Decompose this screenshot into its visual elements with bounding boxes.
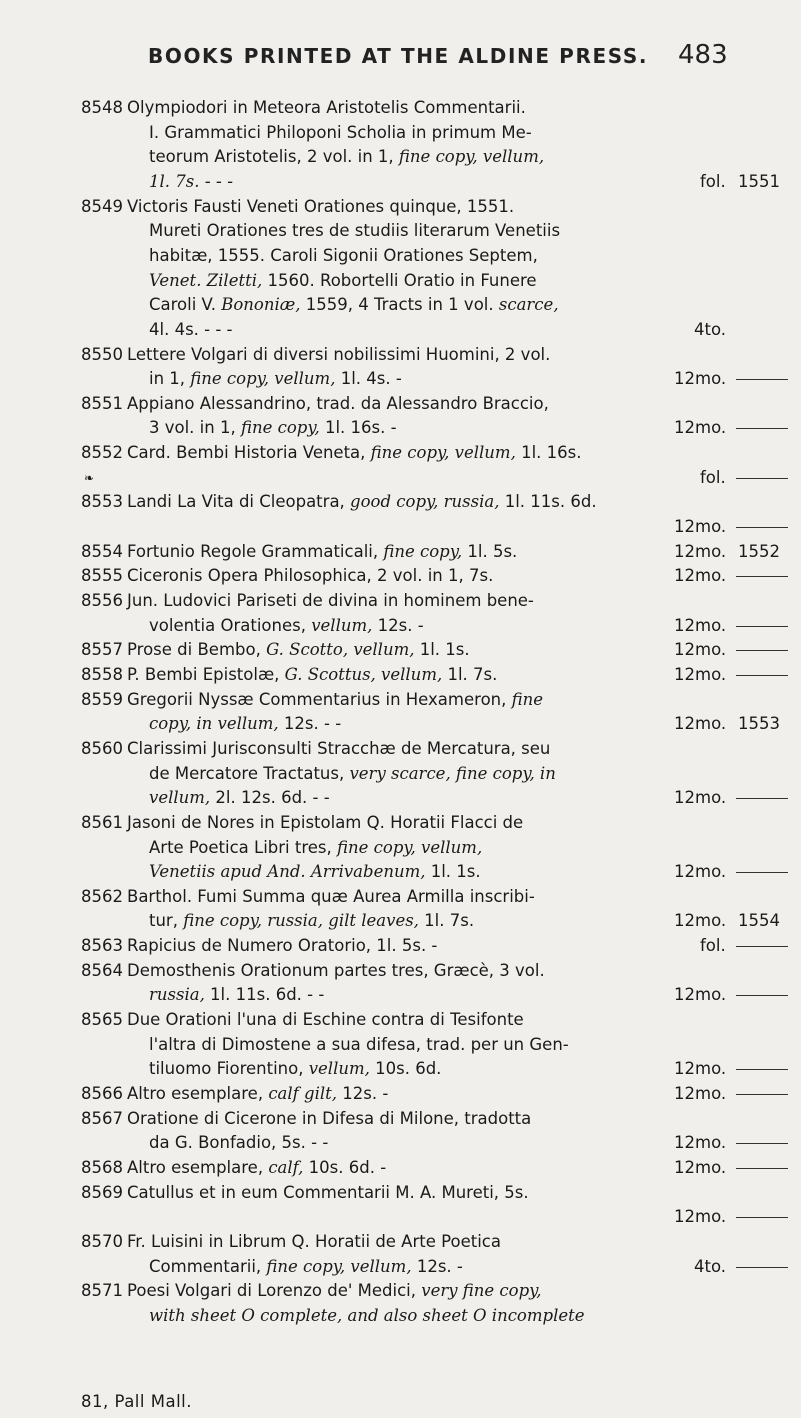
entry-italic: copy, in vellum,: [149, 714, 279, 734]
entry-plain: 12s. - -: [278, 714, 342, 734]
entry-italic: fine copy, vellum,: [337, 837, 483, 857]
entry-plain: Clarissimi Jurisconsulti Stracchæ de Mercatura, seu: [127, 738, 551, 758]
book-format: 12mo.: [674, 1059, 727, 1079]
entry-text: [127, 540, 517, 564]
entry-text: [127, 564, 493, 588]
entry-plain: Landi La Vita di Cleopatra,: [127, 492, 351, 512]
ditto-rule: [736, 650, 788, 651]
ditto-rule: [736, 1168, 788, 1169]
book-format: 12mo.: [674, 418, 727, 438]
entry-plain: 1l. 5s.: [462, 541, 518, 561]
entry-plain: 1l. 7s.: [442, 664, 498, 684]
ditto-rule: [736, 675, 788, 676]
entry-plain: 1l. 11s. 6d.: [499, 492, 597, 512]
entry-italic: fine copy, vellum,: [398, 147, 545, 167]
entry-italic: scarce,: [498, 295, 559, 315]
entry-plain: I. Grammatici Philoponi Scholia in primum Me-: [149, 122, 532, 142]
lot-number: 8566: [81, 1084, 123, 1103]
lot-number: 8552: [81, 443, 123, 463]
entry-plain: Prose di Bembo,: [127, 640, 267, 660]
lot-number: 8557: [81, 640, 123, 660]
entry-italic: very fine copy,: [421, 1281, 542, 1301]
lot-number: 8567: [81, 1108, 123, 1128]
entry-italic: G. Scottus, vellum,: [284, 664, 443, 684]
ditto-rule: [736, 626, 788, 627]
entry-text: [127, 1107, 531, 1131]
book-format: fol.: [700, 171, 726, 191]
entry-text: [127, 1230, 501, 1254]
entry-text: [127, 811, 523, 835]
entry-plain: 12s. -: [372, 615, 424, 635]
catalog-line: [0, 416, 801, 440]
entry-plain: 1l. 7s.: [418, 911, 475, 931]
entry-italic: very scarce, fine copy, in: [349, 763, 556, 783]
entry-plain: Ciceronis Opera Philosophica, 2 vol. in 1, 7s.: [127, 566, 494, 586]
catalog-line: [0, 269, 801, 293]
catalog-line: [0, 170, 801, 194]
book-format: 12mo.: [674, 788, 727, 808]
entry-plain: 2l. 12s. 6d. - -: [210, 788, 330, 808]
catalog-line: [0, 762, 801, 786]
ditto-rule: [736, 1267, 788, 1268]
ditto-rule: [736, 379, 788, 380]
entry-text: [149, 219, 560, 243]
catalog-line: [0, 786, 801, 810]
catalog-line: [0, 663, 801, 687]
entry-plain: P. Bembi Epistolæ,: [127, 664, 285, 684]
ditto-rule: [736, 798, 788, 799]
catalog-line: [0, 490, 801, 514]
entry-plain: tur,: [149, 911, 184, 931]
year-margin: 1551: [738, 171, 780, 191]
catalog-line: [0, 614, 801, 638]
lot-number: 8563: [81, 936, 123, 956]
lot-number: 8561: [81, 812, 123, 832]
ditto-rule: [736, 576, 788, 577]
entry-text: [127, 392, 549, 416]
entry-plain: Demosthenis Orationum partes tres, Græcè, 3 vol.: [127, 960, 545, 980]
entry-text: [127, 663, 497, 687]
catalog-line: [0, 1107, 801, 1131]
lot-number: 8562: [81, 886, 123, 906]
catalog-line: [0, 1131, 801, 1155]
entry-text: [149, 416, 397, 440]
entry-text: [149, 1057, 441, 1081]
catalog-line: [0, 934, 801, 958]
catalog-line: [0, 441, 801, 465]
entry-italic: G. Scotto, vellum,: [266, 640, 415, 660]
entry-plain: 1559, 4 Tracts in 1 vol.: [300, 295, 499, 315]
entry-plain: in 1,: [149, 369, 191, 389]
catalog-line: [0, 909, 801, 933]
catalog-line: [0, 688, 801, 712]
entry-plain: Victoris Fausti Veneti Orationes quinque, 1551.: [127, 196, 515, 216]
entry-text: [149, 712, 341, 736]
lot-number: 8560: [81, 738, 123, 758]
entry-italic: Bononiæ,: [221, 295, 301, 315]
book-format: 4to.: [694, 1256, 727, 1276]
book-format: 12mo.: [674, 517, 727, 537]
lot-number: 8571: [81, 1281, 123, 1301]
book-format: 12mo.: [674, 615, 727, 635]
ditto-rule: [736, 478, 788, 479]
catalog-line: [0, 564, 801, 588]
entry-plain: tiluomo Fiorentino,: [149, 1059, 309, 1079]
entry-text: [149, 244, 538, 268]
entry-italic: fine copy,: [240, 418, 320, 438]
catalog-line: [0, 638, 801, 662]
entry-text: [127, 1082, 388, 1106]
entry-italic: vellum,: [149, 788, 211, 808]
entry-text: [149, 860, 481, 884]
catalog-line: [0, 1230, 801, 1254]
entry-plain: l'altra di Dimostene a sua difesa, trad. per un Gen-: [149, 1034, 569, 1054]
catalog-line: [0, 1033, 801, 1057]
catalog-line: [0, 885, 801, 909]
entry-plain: - - -: [199, 171, 234, 191]
entry-text: [149, 367, 402, 391]
publisher-address: 81, Pall Mall.: [81, 1392, 192, 1411]
entry-text: [127, 885, 535, 909]
entry-plain: Arte Poetica Libri tres,: [149, 837, 338, 857]
ditto-rule: [736, 995, 788, 996]
ditto-rule: [736, 428, 788, 429]
entry-plain: de Mercatore Tractatus,: [149, 763, 350, 783]
lot-number: 8554: [81, 541, 123, 561]
page-number: 483: [678, 40, 728, 70]
entry-text: [149, 1304, 585, 1328]
entry-text: [149, 836, 482, 860]
catalog-line: [0, 589, 801, 613]
lot-number: 8549: [81, 196, 123, 216]
entry-text: [127, 1156, 386, 1180]
entry-plain: 1560. Robortelli Oratio in Funere: [262, 270, 537, 290]
entry-plain: Lettere Volgari di diversi nobilissimi Huomini, 2 vol.: [127, 344, 551, 364]
catalog-line: [0, 195, 801, 219]
book-format: 12mo.: [674, 985, 727, 1005]
entry-plain: Olympiodori in Meteora Aristotelis Commentarii.: [127, 98, 526, 117]
entry-plain: 1l. 11s. 6d. - -: [204, 985, 325, 1005]
book-format: 12mo.: [674, 640, 727, 660]
entry-plain: 1l. 16s.: [515, 443, 582, 463]
entry-plain: Altro esemplare,: [127, 1157, 269, 1177]
entry-plain: 3 vol. in 1,: [149, 418, 241, 438]
entry-italic: fine copy, russia, gilt leaves,: [183, 911, 419, 931]
entry-plain: Gregorii Nyssæ Commentarius in Hexameron,: [127, 689, 512, 709]
entry-plain: Fortunio Regole Grammaticali,: [127, 541, 384, 561]
lot-number: 8565: [81, 1010, 123, 1030]
entry-plain: Card. Bembi Historia Veneta,: [127, 443, 371, 463]
entry-italic: fine copy, vellum,: [370, 443, 516, 463]
catalog-line: [0, 1057, 801, 1081]
year-margin: 1552: [738, 541, 780, 561]
entry-italic: fine copy,: [383, 541, 463, 561]
entry-italic: fine copy, vellum,: [266, 1256, 412, 1276]
catalog-line: [0, 1255, 801, 1279]
entry-italic: calf gilt,: [268, 1084, 338, 1103]
entry-plain: da G. Bonfadio, 5s. - -: [149, 1133, 329, 1153]
book-format: 12mo.: [674, 1207, 727, 1227]
book-format: 12mo.: [674, 1157, 727, 1177]
entry-italic: russia,: [149, 985, 205, 1005]
entry-text: [149, 145, 544, 169]
entry-plain: Mureti Orationes tres de studiis literarum Venetiis: [149, 221, 561, 241]
entry-plain: 1l. 1s.: [425, 862, 481, 882]
entry-plain: habitæ, 1555. Caroli Sigonii Orationes Septem,: [149, 245, 538, 265]
ditto-rule: [736, 527, 788, 528]
book-format: 12mo.: [674, 1133, 727, 1153]
entry-italic: with sheet O complete, and also sheet O incomplete: [149, 1305, 585, 1325]
catalog-line: [0, 318, 801, 342]
entry-text: [127, 1279, 542, 1303]
entry-text: [127, 688, 543, 712]
entry-italic: vellum,: [311, 615, 373, 635]
year-margin: 1554: [738, 911, 780, 931]
running-title: BOOKS PRINTED AT THE ALDINE PRESS.: [148, 44, 649, 68]
lot-number: 8550: [81, 344, 123, 364]
entry-text: [149, 1255, 463, 1279]
catalog-line: [0, 1304, 801, 1328]
entry-text: [127, 1181, 529, 1205]
entry-text: [127, 96, 526, 120]
entry-italic: Venetiis apud And. Arrivabenum,: [149, 862, 426, 882]
entry-italic: 1l. 7s.: [149, 171, 200, 191]
lot-number: 8548: [81, 98, 123, 117]
entry-plain: 1l. 16s. -: [319, 418, 397, 438]
entry-plain: 1l. 1s.: [414, 640, 470, 660]
entry-plain: 10s. 6d.: [369, 1059, 442, 1079]
catalog-line: [0, 1082, 801, 1106]
entry-text: [149, 170, 233, 194]
entry-text: [127, 195, 514, 219]
lot-number: 8558: [81, 664, 123, 684]
book-format: 12mo.: [674, 714, 727, 734]
catalog-line: [0, 737, 801, 761]
entry-plain: Oratione di Cicerone in Difesa di Milone, tradotta: [127, 1108, 532, 1128]
catalog-line: [0, 860, 801, 884]
catalog-line: [0, 1156, 801, 1180]
entry-text: [149, 614, 424, 638]
book-format: fol.: [700, 936, 726, 956]
book-format: 12mo.: [674, 664, 727, 684]
entry-text: [127, 589, 534, 613]
entry-text: [149, 269, 537, 293]
catalog-line: [0, 712, 801, 736]
lot-number: 8551: [81, 393, 123, 413]
catalog-line: [0, 811, 801, 835]
entry-plain: 1l. 4s. -: [335, 369, 402, 389]
book-format: 12mo.: [674, 911, 727, 931]
entry-plain: 4l. 4s. - - -: [149, 319, 233, 339]
catalog-line: [0, 515, 801, 539]
entry-plain: Catullus et in eum Commentarii M. A. Mureti, 5s.: [127, 1182, 529, 1202]
catalog-line: [0, 540, 801, 564]
entry-plain: 12s. -: [337, 1084, 389, 1103]
book-format: 4to.: [694, 319, 727, 339]
ditto-rule: [736, 1069, 788, 1070]
entry-text: [149, 318, 233, 342]
entry-text: [149, 121, 532, 145]
entry-text: [127, 343, 550, 367]
entry-plain: volentia Orationes,: [149, 615, 312, 635]
ditto-rule: [736, 1217, 788, 1218]
page-header: [0, 40, 801, 78]
catalog-line: [0, 1279, 801, 1303]
lot-number: 8568: [81, 1157, 123, 1177]
entry-italic: fine copy, vellum,: [190, 369, 336, 389]
entry-text: [127, 1008, 524, 1032]
catalog-line: [0, 392, 801, 416]
entry-plain: Jasoni de Nores in Epistolam Q. Horatii Flacci de: [127, 812, 524, 832]
entry-text: [127, 490, 597, 514]
lot-number: 8553: [81, 492, 123, 512]
lot-number: 8569: [81, 1182, 123, 1202]
ditto-rule: [736, 1094, 788, 1095]
lot-number: 8564: [81, 960, 123, 980]
entry-text: [149, 762, 556, 786]
lot-number: 8559: [81, 689, 123, 709]
entry-plain: Appiano Alessandrino, trad. da Alessandro Braccio,: [127, 393, 549, 413]
book-format: 12mo.: [674, 862, 727, 882]
entry-text: [149, 983, 324, 1007]
catalog-line: [0, 1205, 801, 1229]
entry-italic: fine: [511, 689, 544, 709]
entry-plain: Commentarii,: [149, 1256, 267, 1276]
entry-text: [149, 786, 330, 810]
entry-plain: Fr. Luisini in Librum Q. Horatii de Arte Poetica: [127, 1231, 501, 1251]
lot-number: 8555: [81, 566, 123, 586]
catalog-line: [0, 1181, 801, 1205]
entry-plain: Due Orationi l'una di Eschine contra di Tesifonte: [127, 1010, 524, 1030]
catalog-line: [0, 983, 801, 1007]
ditto-rule: [736, 872, 788, 873]
entry-text: [149, 1033, 569, 1057]
entry-italic: Venet. Ziletti,: [149, 270, 263, 290]
catalog-line: [0, 466, 801, 490]
entry-plain: Altro esemplare,: [127, 1084, 269, 1103]
book-format: fol.: [700, 467, 726, 487]
catalog-line: [0, 219, 801, 243]
ditto-rule: [736, 946, 788, 947]
year-margin: 1553: [738, 714, 780, 734]
entry-plain: Poesi Volgari di Lorenzo de' Medici,: [127, 1281, 422, 1301]
catalog-line: [0, 1008, 801, 1032]
entry-plain: teorum Aristotelis, 2 vol. in 1,: [149, 147, 399, 167]
entry-text: [127, 638, 470, 662]
entry-text: [149, 909, 474, 933]
catalog-line: [0, 145, 801, 169]
lot-number: 8570: [81, 1231, 123, 1251]
catalog-line: [0, 244, 801, 268]
entry-text: [127, 959, 545, 983]
catalog-line: [0, 836, 801, 860]
catalog-line: [0, 959, 801, 983]
entry-italic: vellum,: [308, 1059, 370, 1079]
book-format: 12mo.: [674, 369, 727, 389]
entry-plain: 10s. 6d. -: [303, 1157, 387, 1177]
entry-plain: 12s. -: [411, 1256, 463, 1276]
entry-plain: Barthol. Fumi Summa quæ Aurea Armilla inscribi-: [127, 886, 535, 906]
catalog-line: [0, 96, 801, 120]
entry-text: [149, 293, 559, 317]
ditto-rule: [736, 1143, 788, 1144]
entry-text: [149, 1131, 328, 1155]
lot-number: 8556: [81, 591, 123, 610]
catalog-line: [0, 343, 801, 367]
ornament-mark: ❧: [84, 470, 95, 485]
book-format: 12mo.: [674, 541, 727, 561]
entry-plain: Jun. Ludovici Pariseti de divina in hominem bene-: [127, 591, 534, 610]
entry-text: [127, 737, 550, 761]
book-format: 12mo.: [674, 1084, 727, 1103]
catalog-line: [0, 367, 801, 391]
entry-text: [127, 441, 581, 465]
catalog-line: [0, 121, 801, 145]
entry-text: [127, 934, 437, 958]
book-format: 12mo.: [674, 566, 727, 586]
entry-plain: Rapicius de Numero Oratorio, 1l. 5s. -: [127, 936, 438, 956]
entry-italic: good copy, russia,: [350, 492, 500, 512]
entry-plain: Caroli V.: [149, 295, 222, 315]
entry-italic: calf,: [268, 1157, 304, 1177]
catalog-line: [0, 293, 801, 317]
